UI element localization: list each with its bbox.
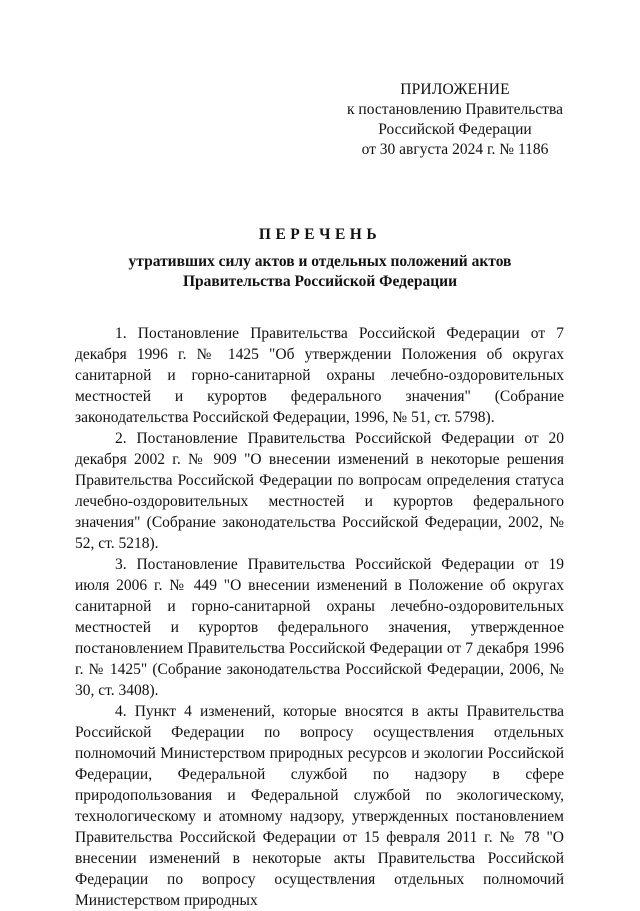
list-item-4: 4. Пункт 4 изменений, которые вносятся в акты Правительства Российской Федерации по вопросу осуществления отдельных полномочий Министерством природных ресурсов и экологии Российской Федерации, Федеральной службой по надзору в сфере природопользования и Федеральной службой по экологическому, технологическому и атомному надзору, утвержденных постановлением Правительства Российской Федерации от 15 февраля 2011 г. № 78 "О внесении изменений в некоторые акты Правительства Российской Федерации по вопросу осуществления отдельных полномочий Министерством природных — [75, 703, 564, 909]
appendix-line-2: Российской Федерации — [378, 121, 532, 138]
document-body — [75, 323, 564, 911]
subtitle-line-1: утративших силу актов и отдельных положений актов — [128, 253, 512, 270]
document-subtitle — [0, 252, 640, 292]
subtitle-line-2: Правительства Российской Федерации — [182, 273, 458, 290]
appendix-line-3: от 30 августа 2024 г. № 1186 — [361, 141, 549, 158]
list-item-2: 2. Постановление Правительства Российской Федерации от 20 декабря 2002 г. № 909 "О внесении изменений в некоторые решения Правительства Российской Федерации по вопросам определения статуса лечебно-оздоровительных местностей и курортов федерального значения" (Собрание законодательства Российской Федерации, 2002, № 52, ст. 5218). — [75, 430, 564, 552]
list-item-3: 3. Постановление Правительства Российской Федерации от 19 июля 2006 г. № 449 "О внесении изменений в Положение об округах санитарной и горно-санитарной охраны лечебно-оздоровительных местностей и курортов федерального значения, утвержденное постановлением Правительства Российской Федерации от 7 декабря 1996 г. № 1425" (Собрание законодательства Российской Федерации, 2006, № 30, ст. 3408). — [75, 556, 564, 699]
list-item-1: 1. Постановление Правительства Российской Федерации от 7 декабря 1996 г. № 1425 "Об утверждении Положения об округах санитарной и горно-санитарной охраны лечебно-оздоровительных местностей и курортов федерального значения" (Собрание законодательства Российской Федерации, 1996, № 51, ст. 5798). — [75, 325, 564, 426]
document-title: ПЕРЕЧЕНЬ — [258, 226, 382, 243]
appendix-line-1: к постановлению Правительства — [347, 101, 563, 118]
appendix-header — [330, 80, 580, 160]
appendix-title: ПРИЛОЖЕНИЕ — [400, 81, 510, 98]
